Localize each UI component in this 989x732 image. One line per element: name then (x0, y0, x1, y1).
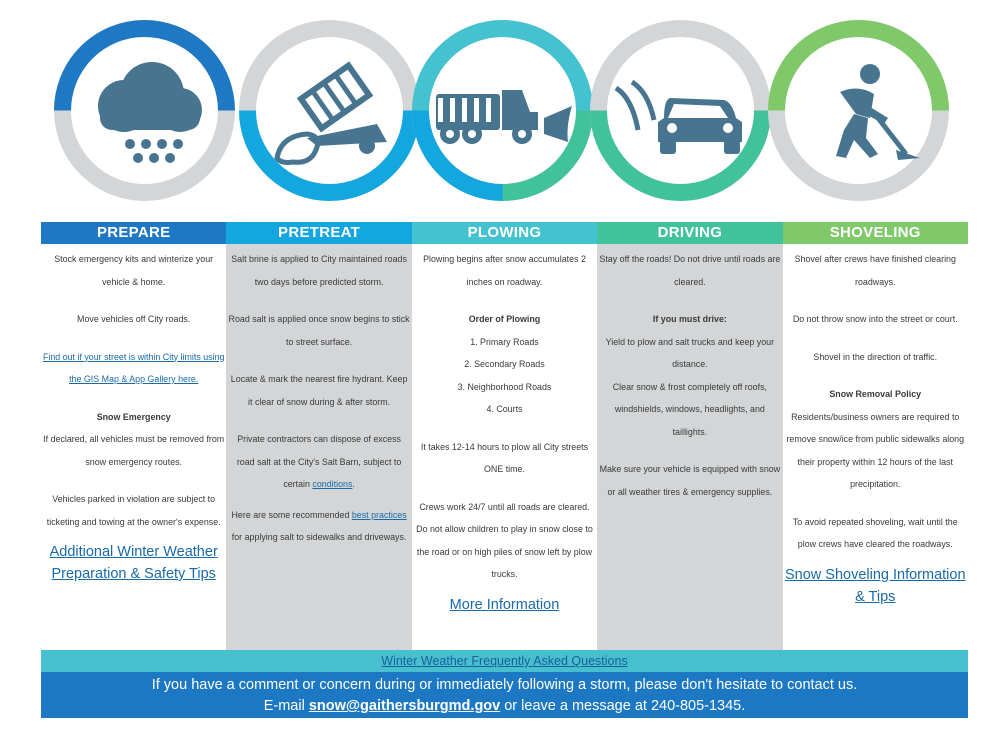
plow-order-item: 2. Secondary Roads (464, 359, 545, 369)
shoveling-text-3: Shovel in the direction of traffic. (813, 351, 938, 362)
contact-text: If you have a comment or concern during or immediately following a storm, please don't hesitate to contact us. (151, 677, 858, 693)
shoveling-header: SHOVELING (783, 222, 968, 244)
shoveling-text-1: Shovel after crews have finished clearing roadways. (794, 254, 956, 287)
driving-text-2: Yield to plow and salt trucks and keep your distance. (605, 336, 775, 369)
pretreat-ring (237, 18, 422, 203)
plowing-text-1: Plowing begins after snow accumulates 2 inches on roadway. (423, 254, 586, 287)
driving-text-3: Clear snow & frost completely off roofs, windshields, windows, headlights, and taillights. (612, 381, 767, 437)
shoveling-text-2: Do not throw snow into the street or court. (792, 314, 958, 324)
pretreat-text-5: Here are some recommended best practices for applying salt to sidewalks and driveways. (231, 509, 407, 542)
driving-header: DRIVING (597, 222, 782, 244)
info-columns (41, 222, 968, 650)
plow-order-item: 3. Neighborhood Roads (457, 381, 552, 392)
best-practices-link[interactable]: best practices (351, 509, 407, 520)
pretreat-text-1: Salt brine is applied to City maintained roads two days before predicted storm. (231, 254, 407, 287)
plowing-text-2: It takes 12-14 hours to plow all City streets ONE time. (420, 441, 589, 474)
driving-column (597, 222, 782, 650)
more-information-link[interactable]: More Information (449, 596, 560, 613)
person-shoveling-icon (836, 64, 920, 160)
plow-order-item: 4. Courts (486, 404, 523, 414)
pretreat-text-4: Private contractors can dispose of excess road salt at the City's Salt Barn, subject to certain conditions. (236, 434, 402, 489)
shoveling-ring (766, 18, 951, 203)
pretreat-text-3: Locate & mark the nearest fire hydrant. Keep it clear of snow during & after storm. (230, 374, 408, 407)
plowing-text-4: Do not allow children to play in snow close to the road or on high piles of snow left by plow trucks. (416, 524, 593, 579)
salt-truck-icon (277, 66, 387, 163)
if-you-must-drive-heading: If you must drive: (652, 314, 727, 324)
email-link[interactable]: snow@gaithersburgmd.gov (308, 698, 501, 714)
snow-shoveling-tips-link[interactable]: Snow Shoveling Information & Tips (784, 566, 966, 605)
order-of-plowing-heading: Order of Plowing (468, 314, 541, 324)
prepare-text-5: If declared, all vehicles must be removed from snow emergency routes. (43, 434, 225, 467)
driving-text-1: Stay off the roads! Do not drive until roads are cleared. (599, 254, 781, 287)
pretreat-text-2: Road salt is applied once snow begins to stick to street surface. (228, 314, 410, 347)
conditions-link[interactable]: conditions (312, 479, 353, 489)
prepare-ring (52, 18, 237, 203)
snow-emergency-heading: Snow Emergency (96, 411, 171, 422)
snow-cloud-icon (98, 62, 202, 163)
plowing-header: PLOWING (412, 222, 597, 244)
shoveling-text-5: To avoid repeated shoveling, wait until the plow crews have cleared the roadways. (792, 516, 958, 549)
contact-bar (41, 672, 968, 718)
snow-removal-policy-heading: Snow Removal Policy (829, 389, 922, 399)
driving-ring (588, 18, 773, 203)
plowing-text-3: Crews work 24/7 until all roads are cleared. (419, 501, 590, 512)
plow-order-item: 1. Primary Roads (470, 336, 539, 347)
plowing-column (412, 222, 597, 650)
snow-plow-icon (436, 90, 572, 144)
pretreat-column (226, 222, 411, 650)
faq-bar (41, 650, 968, 672)
gis-map-link[interactable]: Find out if your street is within City limits using the GIS Map & App Gallery here. (42, 351, 225, 384)
prepare-header: PREPARE (41, 222, 226, 244)
pretreat-header: PRETREAT (226, 222, 411, 244)
faq-link[interactable]: Winter Weather Frequently Asked Questions (381, 654, 628, 668)
shoveling-text-4: Residents/business owners are required to remove snow/ice from public sidewalks along their property within 12 hours of the last precipitation. (786, 411, 965, 489)
winter-weather-tips-link[interactable]: Additional Winter Weather Preparation & Safety Tips (49, 544, 218, 582)
prepare-text-2: Move vehicles off City roads. (77, 314, 191, 324)
driving-text-4: Make sure your vehicle is equipped with snow or all weather tires & emergency supplies. (599, 464, 781, 497)
icon-rings (0, 0, 989, 222)
plowing-ring (410, 18, 595, 203)
car-skid-icon (616, 82, 742, 154)
shoveling-column (783, 222, 968, 650)
prepare-column (41, 222, 226, 650)
contact-email-line: E-mail snow@gaithersburgmd.gov or leave a message at 240-805-1345. (263, 698, 746, 714)
prepare-text-1: Stock emergency kits and winterize your vehicle & home. (54, 254, 214, 287)
prepare-text-6: Vehicles parked in violation are subject to ticketing and towing at the owner's expense. (46, 494, 221, 527)
